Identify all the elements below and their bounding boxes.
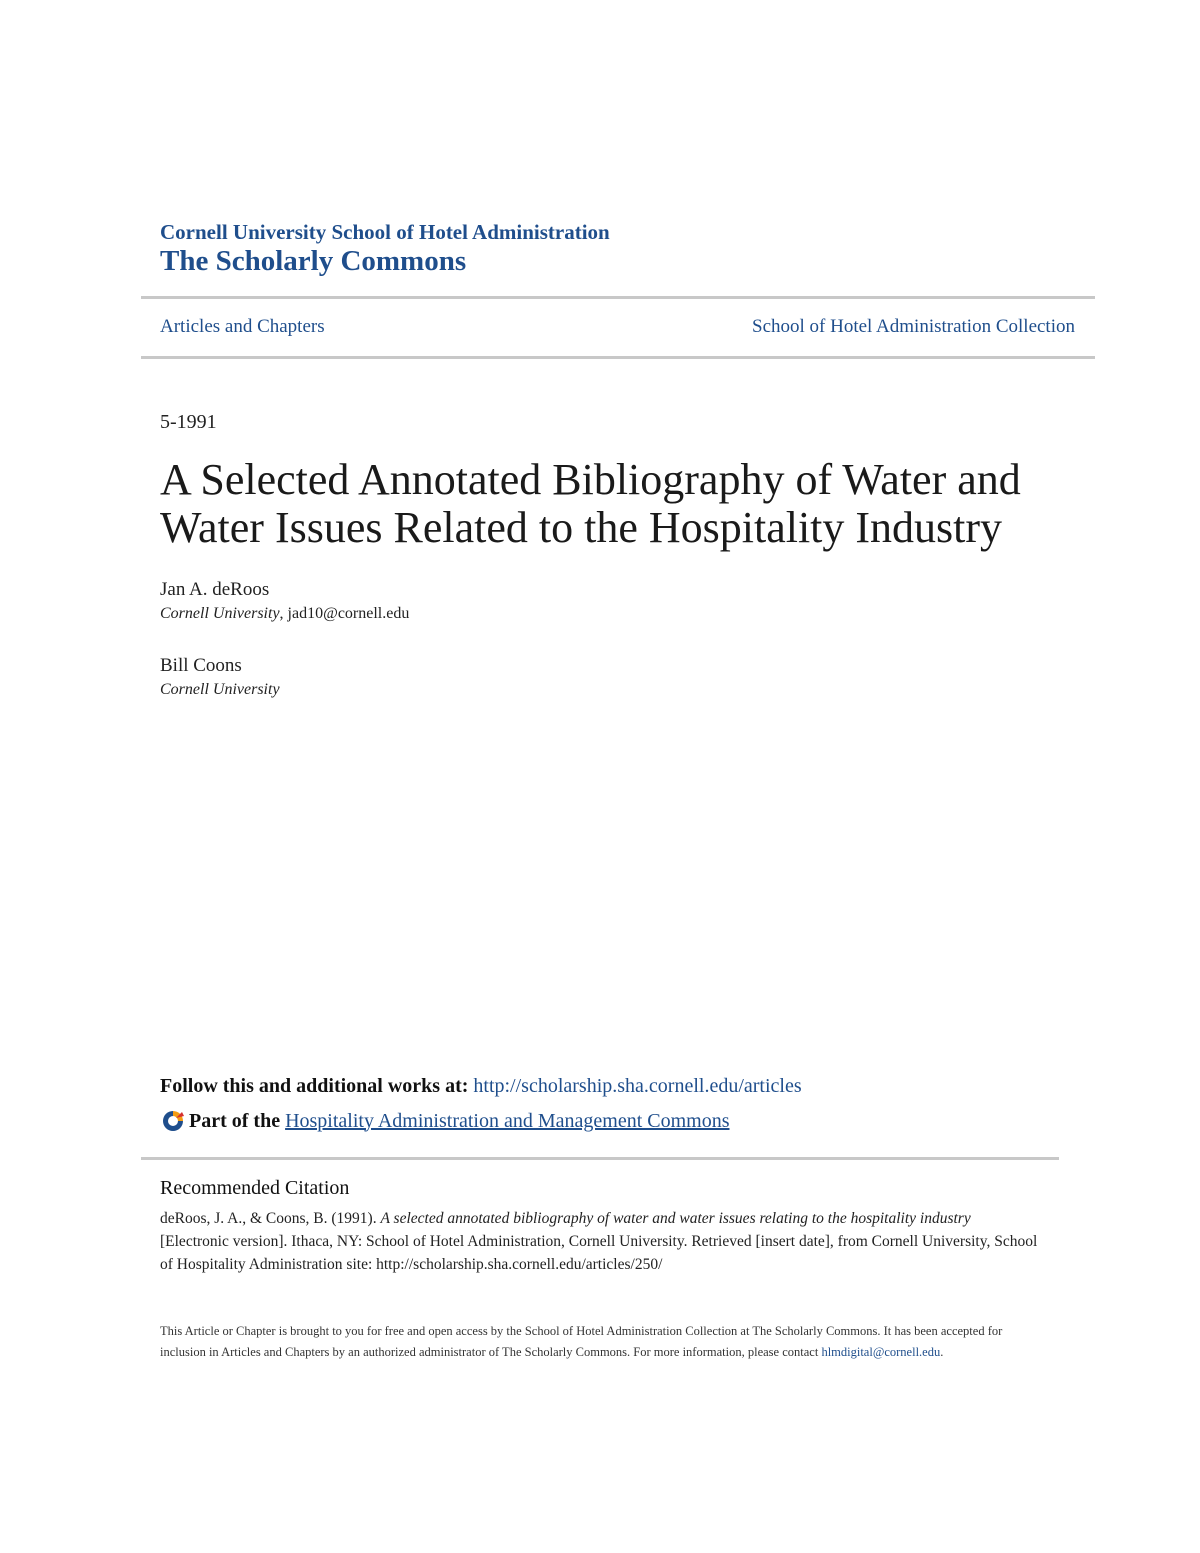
author-name: Jan A. deRoos (160, 579, 270, 600)
access-notice (160, 1321, 1040, 1363)
follow-label: Follow this and additional works at: (160, 1075, 474, 1097)
citation-suffix: [Electronic version]. Ithaca, NY: School of Hotel Administration, Cornell University. Retrieved [insert date], from Cornell University, School of Hospitality Administration site: http://scholarship.sha.cornell.edu/articles/250/ (160, 1233, 1038, 1273)
author-affiliation: Cornell University (160, 681, 280, 698)
repository-name[interactable]: The Scholarly Commons (160, 245, 467, 277)
author-affiliation (160, 605, 409, 623)
author-1 (160, 579, 409, 623)
collection-link-articles[interactable]: Articles and Chapters (160, 316, 325, 337)
notice-text: This Article or Chapter is brought to you for free and open access by the School of Hotel Administration Collection at The Scholarly Commons. It has been accepted for inclusion in Articles and Chapters by an authorized administrator of The Scholarly Commons. For more information, please contact (160, 1324, 1003, 1359)
citation-prefix: deRoos, J. A., & Coons, B. (1991). (160, 1210, 381, 1227)
network-logo-icon (160, 1108, 186, 1134)
notice-end: . (940, 1345, 944, 1359)
contact-email-link[interactable]: hlmdigital@cornell.edu (821, 1345, 941, 1359)
nav-divider (141, 356, 1095, 359)
follow-line (160, 1075, 802, 1098)
article-title: A Selected Annotated Bibliography of Water and Water Issues Related to the Hospitality Industry (160, 455, 1021, 552)
part-of-label: Part of the (189, 1109, 281, 1132)
citation-text (160, 1207, 1040, 1276)
author-name: Bill Coons (160, 655, 242, 676)
citation-heading: Recommended Citation (160, 1177, 350, 1199)
collection-link-school[interactable]: School of Hotel Administration Collection (752, 316, 1075, 337)
institution-name[interactable]: Cornell University School of Hotel Administration (160, 220, 610, 244)
commons-link[interactable]: Hospitality Administration and Management Commons (285, 1109, 730, 1132)
part-of-line (160, 1108, 729, 1134)
citation-title: A selected annotated bibliography of water and water issues relating to the hospitality industry (380, 1210, 971, 1227)
publication-date: 5-1991 (160, 411, 217, 433)
articles-url-link[interactable]: http://scholarship.sha.cornell.edu/articles (473, 1075, 802, 1097)
citation-divider (141, 1157, 1059, 1160)
affiliation-institution: Cornell University (160, 605, 280, 622)
author-2 (160, 655, 280, 699)
top-divider (141, 296, 1095, 299)
author-email: , jad10@cornell.edu (279, 605, 410, 622)
